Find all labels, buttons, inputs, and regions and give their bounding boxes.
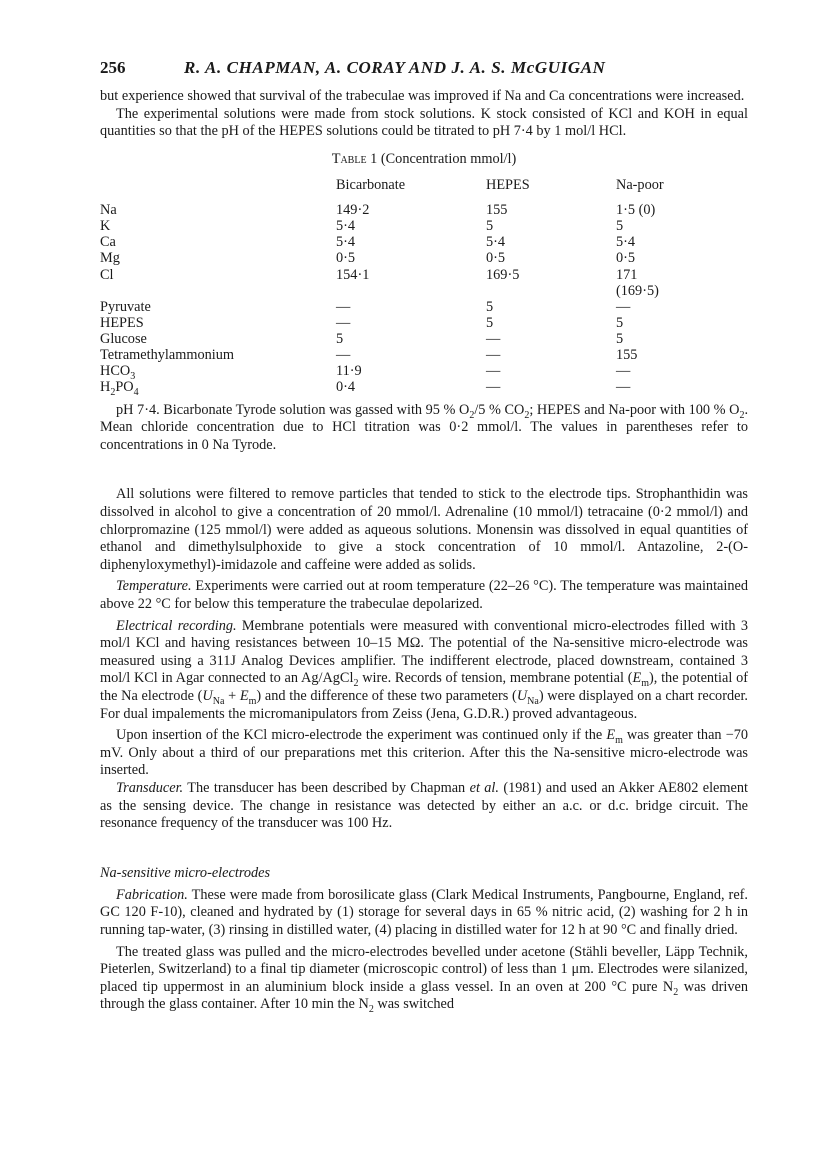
footnote-subscript: 2 [739, 409, 745, 421]
paragraph-text: Upon insertion of the KCl micro-electrode the experiment was continued only if the [116, 727, 607, 744]
paragraph-text: was driven through the glass container. After 10 min the N [100, 978, 748, 1013]
subscript: Na [527, 695, 539, 707]
paragraph-lead: Fabrication. [116, 886, 188, 903]
column-header-hepes: HEPES [486, 177, 530, 194]
paragraph-electrical-recording [100, 618, 748, 724]
cell-bicarbonate: 11·9 [336, 363, 362, 380]
row-label-subscript: 4 [133, 387, 139, 399]
column-header-na-poor: Na-poor [616, 177, 664, 194]
paragraph-text: ) and the difference of these two parameters ( [256, 687, 517, 704]
subscript: 2 [353, 678, 359, 690]
row-label [100, 379, 336, 399]
table-footnote [100, 402, 748, 455]
cell-bicarbonate: 5 [336, 330, 344, 347]
paragraph-text: ) were displayed on a chart recorder. For dual impalements the micromanipulators from Zeiss (Jena, G.D.R.) proved advantageous. [100, 687, 748, 722]
cell-bicarbonate: — [336, 347, 351, 364]
page [100, 58, 748, 1014]
table-row [100, 218, 680, 234]
subscript: Na [212, 695, 225, 707]
table-row [100, 363, 680, 379]
paragraph-text: The treated glass was pulled and the micro-electrodes bevelled under acetone (Stähli beveller, Läpp Technik, Pieterlen, Switzerland) to a final tip diameter (microscopic control) of less than 1 μm. Electrodes were silanized, placed tip uppermost in an aluminium block inside a glass vessel. In an oven at 200 °C pure N [100, 943, 748, 995]
paragraph-treated-glass [100, 944, 748, 1014]
cell-na-poor: 5 [616, 330, 624, 347]
row-label: Cl [100, 266, 114, 283]
paragraph-text: (1981) and used an Akker AE802 element as the sensing device. The change in resistance was detected by either an a.c. or d.c. bridge circuit. The resonance frequency of the transducer was 100 Hz. [100, 779, 748, 832]
subscript: m [641, 678, 649, 690]
spacer [100, 833, 748, 865]
paragraph-transducer [100, 780, 748, 833]
cell-bicarbonate: — [336, 314, 351, 331]
paragraph-lead: Temperature. [116, 578, 192, 595]
cell-hepes: 5 [486, 298, 494, 315]
cell-hepes: 5 [486, 217, 494, 234]
row-label-subscript: 3 [130, 371, 136, 383]
paragraph-continuation: but experience showed that survival of the trabeculae was improved if Na and Ca concentrations were increased. [100, 88, 745, 104]
paragraph-text: was greater than −70 mV. Only about a third of our preparations met this criterion. After this the Na-sensitive micro-electrode was inserted. [100, 727, 749, 779]
table-row [100, 267, 680, 299]
cell-bicarbonate: 5·4 [336, 217, 356, 234]
table-caption [100, 151, 748, 168]
paragraph-text: ), the potential of the Na electrode ( [100, 670, 748, 704]
cell-na-poor: 155 [616, 347, 638, 364]
paragraph-text: wire. Records of tension, membrane potential ( [358, 670, 633, 687]
subscript: 2 [673, 986, 679, 998]
footnote-text: /5 % CO [474, 401, 525, 418]
citation-etal: et al. [469, 779, 499, 796]
cell-na-poor: — [616, 379, 631, 396]
symbol: E [239, 687, 249, 704]
row-label: K [100, 217, 111, 234]
page-number: 256 [100, 58, 126, 77]
row-label: Pyruvate [100, 298, 151, 315]
paragraph-solutions: All solutions were filtered to remove particles that tended to stick to the electrode tips. Strophanthidin was dissolved in alcohol to give a concentration of 20 mmol/l. Adrenaline (10 mmol/l) tetracaine (0·2 mmol/l) and chlorpromazine (125 mmol/l) were added as aqueous solutions. Monensin was dissolved in equal quantities of ethanol and dimethylsulphoxide to give a stock concentration of 10 mmol/l. Antazoline, 2-(O-diphenyloxymethyl)-imidazole and caffeine were added as solids. [100, 486, 748, 573]
cell-bicarbonate: 154·1 [336, 266, 370, 283]
cell-hepes: 5·4 [486, 234, 506, 251]
cell-hepes: 5 [486, 314, 494, 331]
row-label: Mg [100, 250, 120, 267]
table-caption-label: Table 1 [331, 150, 378, 167]
paragraph-temperature [100, 578, 748, 613]
cell-na-poor: 5 [616, 314, 624, 331]
row-label: HEPES [100, 314, 144, 331]
paragraph-text: Membrane potentials were measured with conventional micro-electrodes filled with 3 mol/l KCl and having resistances between 10–15 MΩ. The potential of the Na-sensitive micro-electrode was measured using a 311J Analog Devices amplifier. The indifferent electrode, placed downstream, contained 3 mol/l KCl in Agar connected to an Ag/AgCl [100, 617, 749, 687]
paragraph-stock-solutions: The experimental solutions were made from stock solutions. K stock consisted of KCl and KOH in equal quantities so that the pH of the HEPES solutions could be titrated to pH 7·4 by 1 mol/l HCl. [100, 105, 748, 140]
subscript: m [248, 695, 257, 707]
cell-na-poor: 1·5 (0) [616, 201, 656, 218]
cell-na-poor: — [616, 363, 631, 380]
table-row [100, 347, 680, 363]
paragraph-text: was switched [373, 996, 455, 1013]
table-header-row [100, 176, 680, 202]
footnote-subscript: 2 [469, 409, 475, 421]
cell-hepes: 0·5 [486, 250, 506, 267]
paragraph-lead: Electrical recording. [116, 617, 237, 634]
cell-na-poor: 5 [616, 217, 624, 234]
table-header-blank [100, 176, 336, 202]
table-row [100, 250, 680, 266]
footnote-subscript: 2 [524, 409, 530, 421]
cell-bicarbonate: 0·5 [336, 250, 356, 267]
cell-hepes: — [486, 330, 501, 347]
row-label-subscript: 2 [110, 387, 116, 399]
table-row [100, 234, 680, 250]
row-label: Glucose [100, 330, 147, 347]
running-head: R. A. CHAPMAN, A. CORAY AND J. A. S. McGUIGAN [184, 58, 606, 77]
paragraph-insertion [100, 727, 748, 780]
concentration-table [100, 176, 680, 399]
page-header [100, 58, 748, 88]
footnote-text: . Mean chloride concentration due to HCl titration was 0·2 mmol/l. The values in parentheses refer to concentrations in 0 Na Tyrode. [100, 401, 749, 453]
row-label [100, 363, 336, 383]
symbol: E [606, 727, 616, 744]
paragraph-fabrication [100, 887, 748, 940]
cell-hepes: — [486, 347, 501, 364]
cell-hepes: 169·5 [486, 266, 520, 283]
row-label: Tetramethylammonium [100, 347, 234, 364]
paragraph-text: Experiments were carried out at room temperature (22–26 °C). The temperature was maintained above 22 °C for below this temperature the trabeculae depolarized. [100, 578, 748, 612]
cell-bicarbonate: 5·4 [336, 234, 356, 251]
spacer [100, 454, 748, 486]
table-row [100, 299, 680, 315]
subscript: m [615, 735, 623, 747]
cell-bicarbonate: — [336, 298, 351, 315]
table-row [100, 379, 680, 395]
cell-bicarbonate: 149·2 [336, 201, 370, 218]
row-label-mid: PO [115, 379, 134, 396]
cell-na-poor: 0·5 [616, 250, 636, 267]
row-label-pre: H [100, 379, 111, 396]
paragraph-text: + [224, 687, 240, 704]
section-heading: Na-sensitive micro-electrodes [100, 864, 271, 881]
symbol: U [516, 687, 528, 704]
table-caption-text: (Concentration mmol/l) [377, 150, 517, 167]
column-header-bicarbonate: Bicarbonate [336, 177, 406, 194]
cell-hepes: 155 [486, 201, 508, 218]
paragraph-text: The transducer has been described by Chapman [183, 779, 470, 796]
row-label-main: HCO [100, 363, 131, 380]
cell-na-poor: — [616, 298, 631, 315]
paragraph-lead: Transducer. [116, 779, 184, 796]
table-row [100, 315, 680, 331]
footnote-text: ; HEPES and Na-poor with 100 % O [529, 401, 740, 418]
cell-na-poor: 171 (169·5) [616, 266, 659, 299]
cell-bicarbonate: 0·4 [336, 379, 356, 396]
symbol: U [202, 687, 213, 704]
row-label: Na [100, 201, 117, 218]
symbol: E [632, 670, 642, 687]
cell-hepes: — [486, 363, 501, 380]
footnote-text: pH 7·4. Bicarbonate Tyrode solution was gassed with 95 % O [116, 401, 470, 418]
table-row [100, 331, 680, 347]
paragraph-text: These were made from borosilicate glass (Clark Medical Instruments, Pangbourne, England, ref. GC 120 F-10), cleaned and hydrated by (1) storage for several days in 65 % nitric acid, (2) washing for 2 h in running tap-water, (3) rinsing in distilled water, (4) placing in distilled water for 12 h at 90 °C and finally dried. [100, 886, 748, 938]
cell-na-poor: 5·4 [616, 234, 636, 251]
table-row [100, 202, 680, 218]
row-label: Ca [100, 234, 116, 251]
subscript: 2 [368, 1004, 374, 1016]
cell-hepes: — [486, 379, 501, 396]
